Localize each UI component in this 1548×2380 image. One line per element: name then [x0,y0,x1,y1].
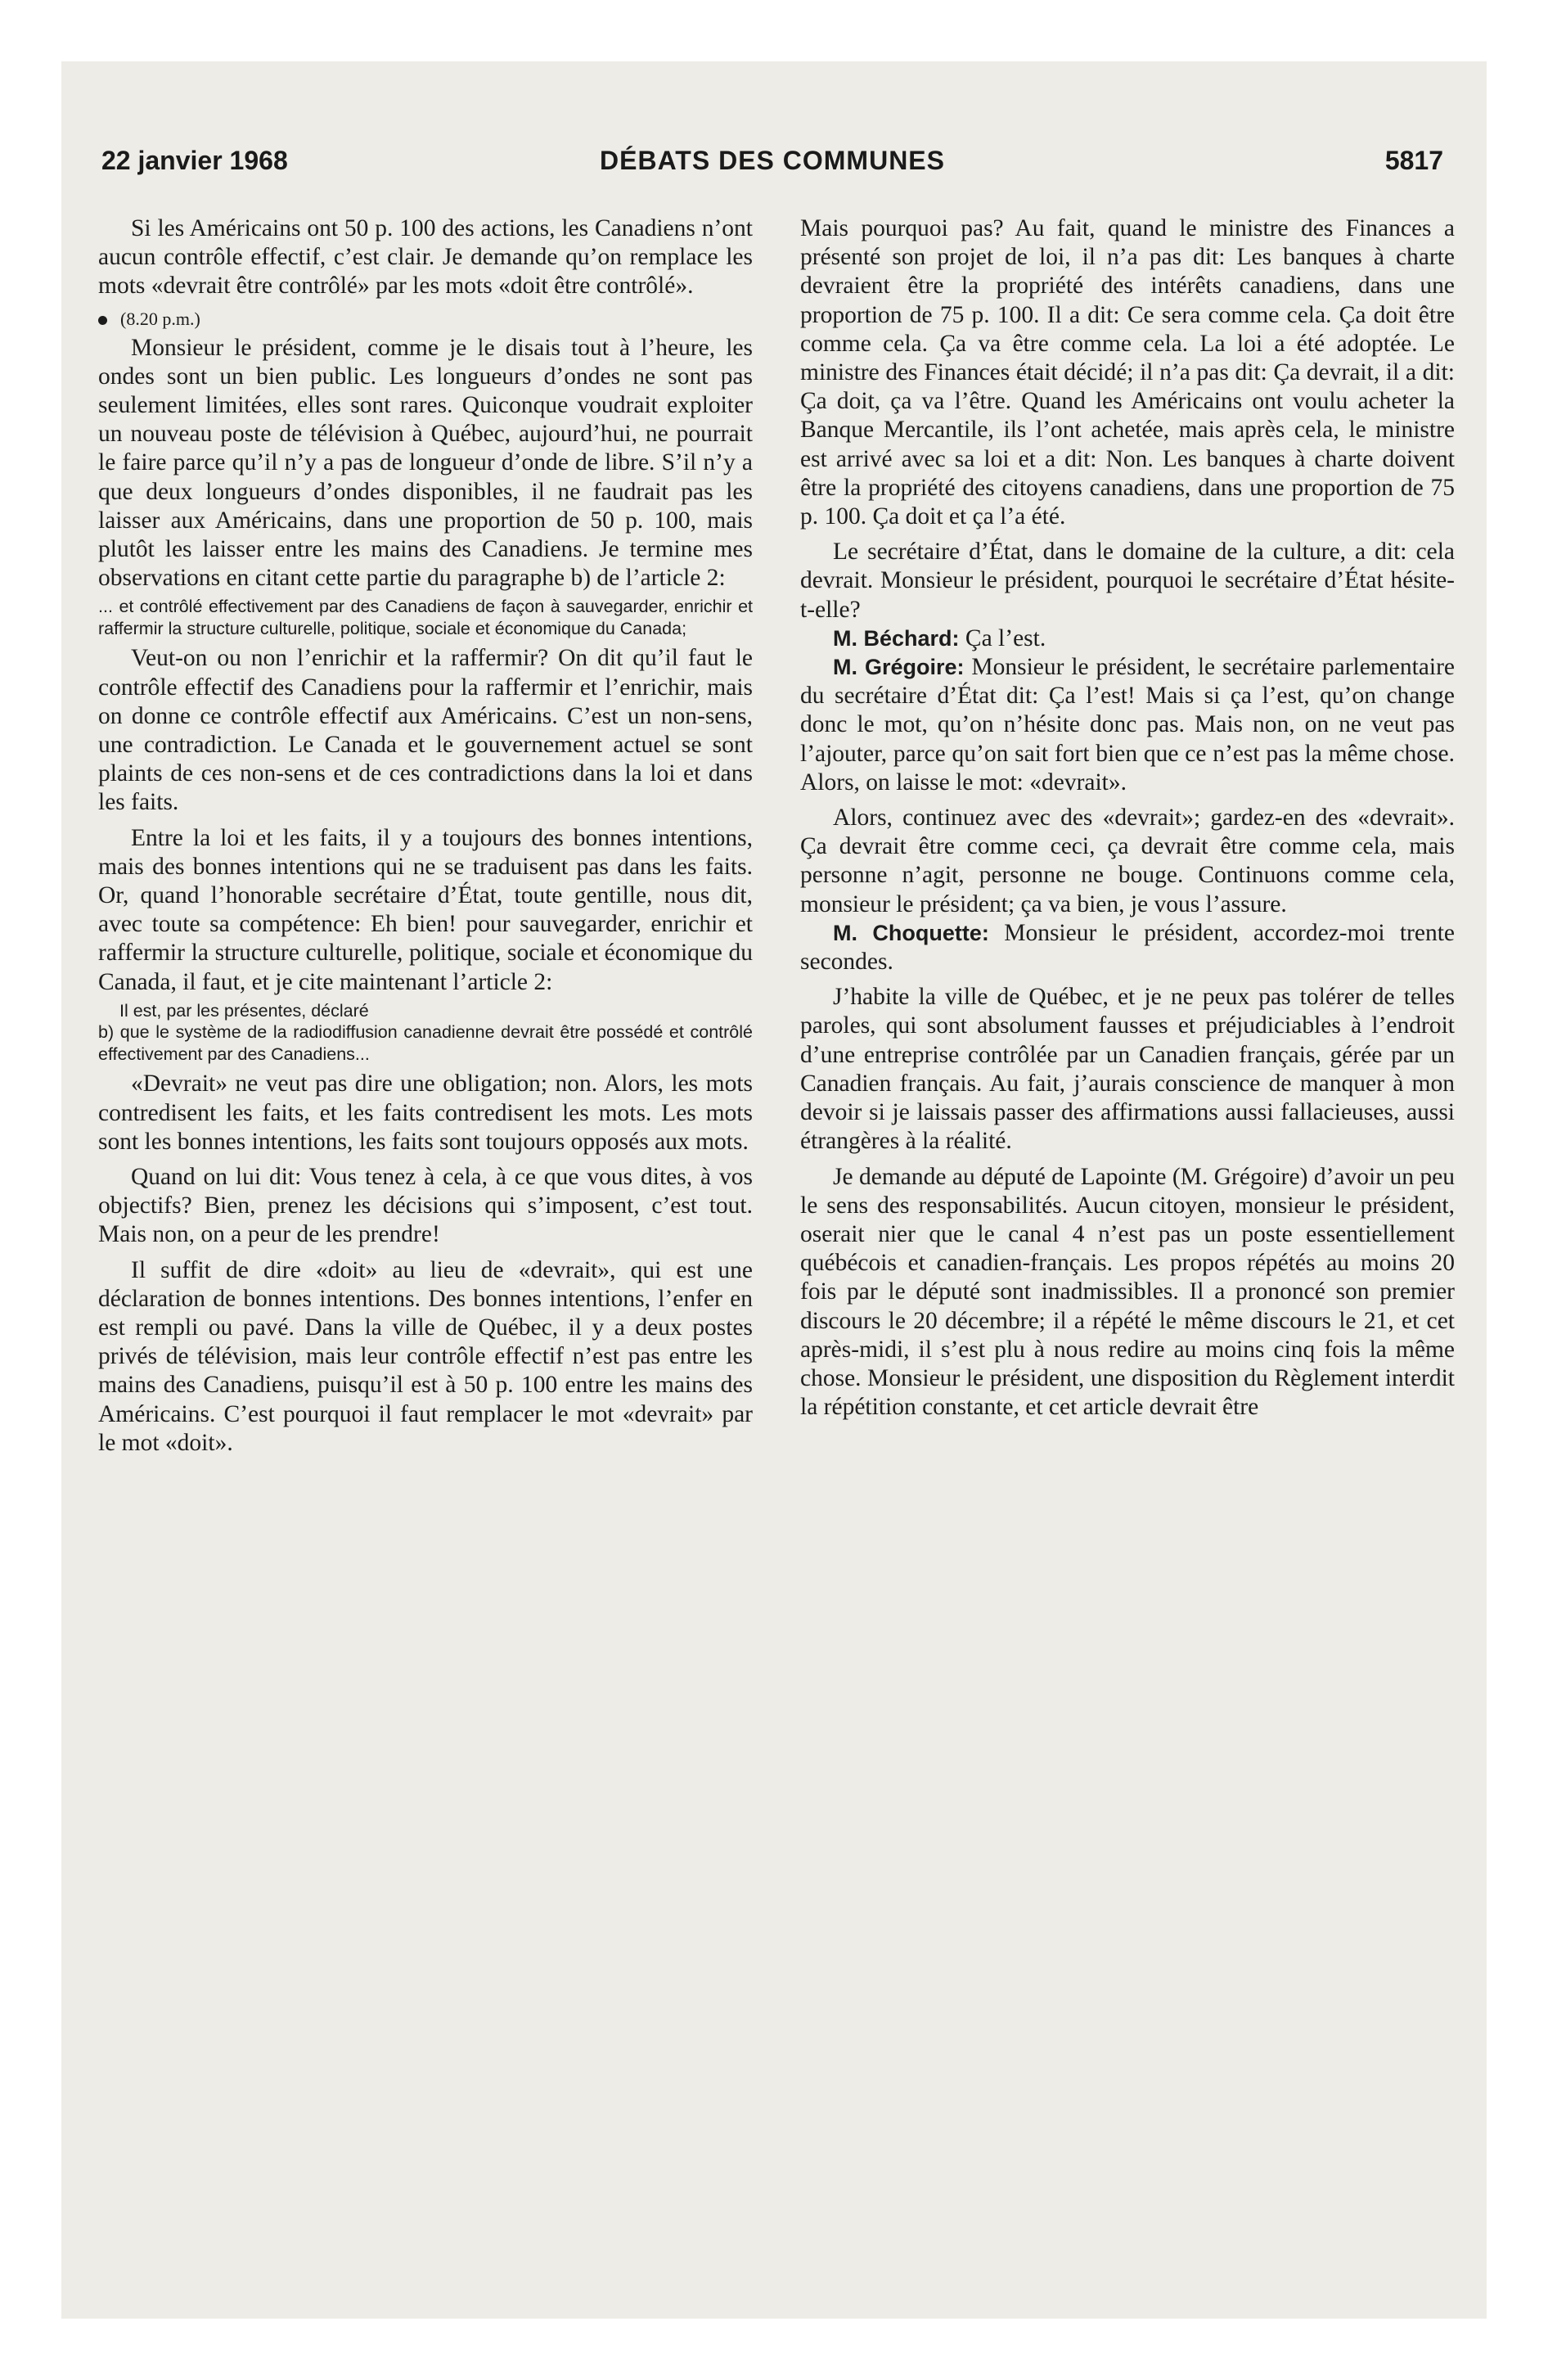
paragraph: Il suffit de dire «doit» au lieu de «devrait», qui est une déclaration de bonnes intentions. Des bonnes intentions, l’enfer en est rempli ou pavé. Dans la ville de Québec, il y a deux postes privés de télévision, mais leur contrôle effectif n’est pas entre les mains des Canadiens, puisqu’il est à 50 p. 100 entre les mains des Américains. C’est pourquoi il faut remplacer le mot «devrait» par le mot «doit». [98,1256,753,1456]
header-title: DÉBATS DES COMMUNES [600,146,945,175]
paragraph: Veut-on ou non l’enrichir et la raffermir? On dit qu’il faut le contrôle effectif des Canadiens pour la raffermir et l’enrichir, mais on donne ce contrôle effectif aux Américains. C’est un non-sens, une contradiction. Le Canada et le gouvernement actuel se sont plaints de ces non-sens et de ces contradictions dans la loi et dans les faits. [98,645,753,816]
speech-text: Monsieur le président, le secrétaire parlementaire du secrétaire d’État dit: Ça l’est! Mais si ça l’est, qu’on change donc le mot, qu’on n’hésite donc pas. Mais non, on ne veut pas l’ajouter, parce qu’on sait fort bien que ce n’est pas la même chose. Alors, on laisse le mot: «devrait». [800,654,1455,796]
speaker-name: M. Béchard: [833,625,960,651]
paragraph: Mais pourquoi pas? Au fait, quand le ministre des Finances a présenté son projet de loi, il n’a pas dit: Les banques à charte devraient être la propriété des intérêts canadiens, dans une proportion de 75 p. 100. Il a dit: Ce sera comme cela. Ça doit être comme cela. Ça va être comme cela. La loi a été adoptée. Le ministre des Finances était décidé; il n’a pas dit: Ça devrait, il a dit: Ça doit, ça va l’être. Quand les Américains ont voulu acheter la Banque Mercantile, ils l’ont achetée, mais après cela, le ministre est arrivé avec sa loi et a dit: Non. Les banques à charte doivent être la propriété des citoyens canadiens, dans une proportion de 75 p. 100. Ça doit et ça l’a été. [800,215,1455,530]
quotation-text: ... et contrôlé effectivement par des Canadiens de façon à sauvegarder, enrichir et raffermir la structure culturelle, politique, sociale et économique du Canada; [98,597,753,638]
speech [800,624,1455,653]
paragraph: J’habite la ville de Québec, et je ne peux pas tolérer de telles paroles, qui sont absolument fausses et préjudiciables à l’endroit d’une entreprise contrôlée par un Canadien français, gérée par un Canadien français. Au fait, j’aurais conscience de manquer à mon devoir si je laissais passer des affirmations aussi fallacieuses, aussi étrangères à la réalité. [800,984,1455,1155]
speech-text: Monsieur le président, accordez-moi trente secondes. [800,919,1455,976]
paragraph: Monsieur le président, comme je le disais tout à l’heure, les ondes sont un bien public. Les longueurs d’ondes ne sont pas seulement limitées, elles sont rares. Quiconque voudrait exploiter un nouveau poste de télévision à Québec, aujourd’hui, ne pourrait le faire parce qu’il n’y a pas de longueur d’onde de libre. S’il n’y a que deux longueurs d’ondes disponibles, il ne faudrait pas les laisser aux Américains, dans une proportion de 50 p. 100, mais plutôt les laisser entre les mains des Canadiens. Je termine mes observations en citant cette partie du paragraphe b) de l’article 2: [98,334,753,592]
right-column [800,214,1455,1422]
header-date: 22 janvier 1968 [101,146,288,175]
paragraph: Si les Américains ont 50 p. 100 des actions, les Canadiens n’ont aucun contrôle effectif, c’est clair. Je demande qu’on remplace les mots «devrait être contrôlé» par les mots «doit être contrôlé». [98,215,753,300]
speech-text: Ça l’est. [965,624,1046,651]
speaker-name: M. Grégoire: [833,655,965,680]
quotation [98,596,753,639]
page-header [101,146,1443,187]
speaker-name: M. Choquette: [833,920,989,945]
header-page-number: 5817 [1384,146,1443,175]
paragraph: Le secrétaire d’État, dans le domaine de la culture, a dit: cela devrait. Monsieur le président, pourquoi le secrétaire d’État hésite-t-elle? [800,539,1455,623]
paragraph: Entre la loi et les faits, il y a toujours des bonnes intentions, mais des bonnes intentions qui ne se traduisent pas dans les faits. Or, quand l’honorable secrétaire d’État, toute gentille, nous dit, avec toute sa compétence: Eh bien! pour sauvegarder, enrichir et raffermir la structure culturelle, politique, sociale et économique du Canada, il faut, et je cite maintenant l’article 2: [98,824,753,995]
paragraph: «Devrait» ne veut pas dire une obligation; non. Alors, les mots contredisent les faits, et les faits contredisent les mots. Les mots sont les bonnes intentions, les faits sont toujours opposés aux mots. [98,1071,753,1155]
time-marker [98,306,753,332]
speech [800,653,1455,797]
paragraph: Alors, continuez avec des «devrait»; gardez-en des «devrait». Ça devrait être comme ceci, ça devrait être comme cela, mais personne n’agit, personne ne bouge. Continuons comme cela, monsieur le président; ça va bien, je vous l’assure. [800,805,1455,917]
left-column [98,214,753,1458]
time-marker-text: (8.20 p.m.) [120,308,200,329]
quotation-line: Il est, par les présentes, déclaré [119,1000,369,1021]
bullet-icon [98,316,107,325]
quotation [98,1000,753,1066]
paragraph: Quand on lui dit: Vous tenez à cela, à ce que vous dites, à vos objectifs? Bien, prenez les décisions qui s’imposent, c’est tout. Mais non, on a peur de les prendre! [98,1163,753,1248]
paragraph: Je demande au député de Lapointe (M. Grégoire) d’avoir un peu le sens des responsabilités. Aucun citoyen, monsieur le président, oserait nier que le canal 4 n’est pas un poste essentiellement québécois et canadien-français. Les propos répétés au moins 20 fois par le député sont inadmissibles. Il a prononcé son premier discours le 20 décembre; il a répété le même discours le 21, et cet après-midi, il s’est plu à nous redire au moins cinq fois la même chose. Monsieur le président, une disposition du Règlement interdit la répétition constante, et cet article devrait être [800,1163,1455,1421]
speech [800,919,1455,976]
quotation-line: b) que le système de la radiodiffusion canadienne devrait être possédé et contrôlé effectivement par des Canadiens... [98,1022,753,1064]
